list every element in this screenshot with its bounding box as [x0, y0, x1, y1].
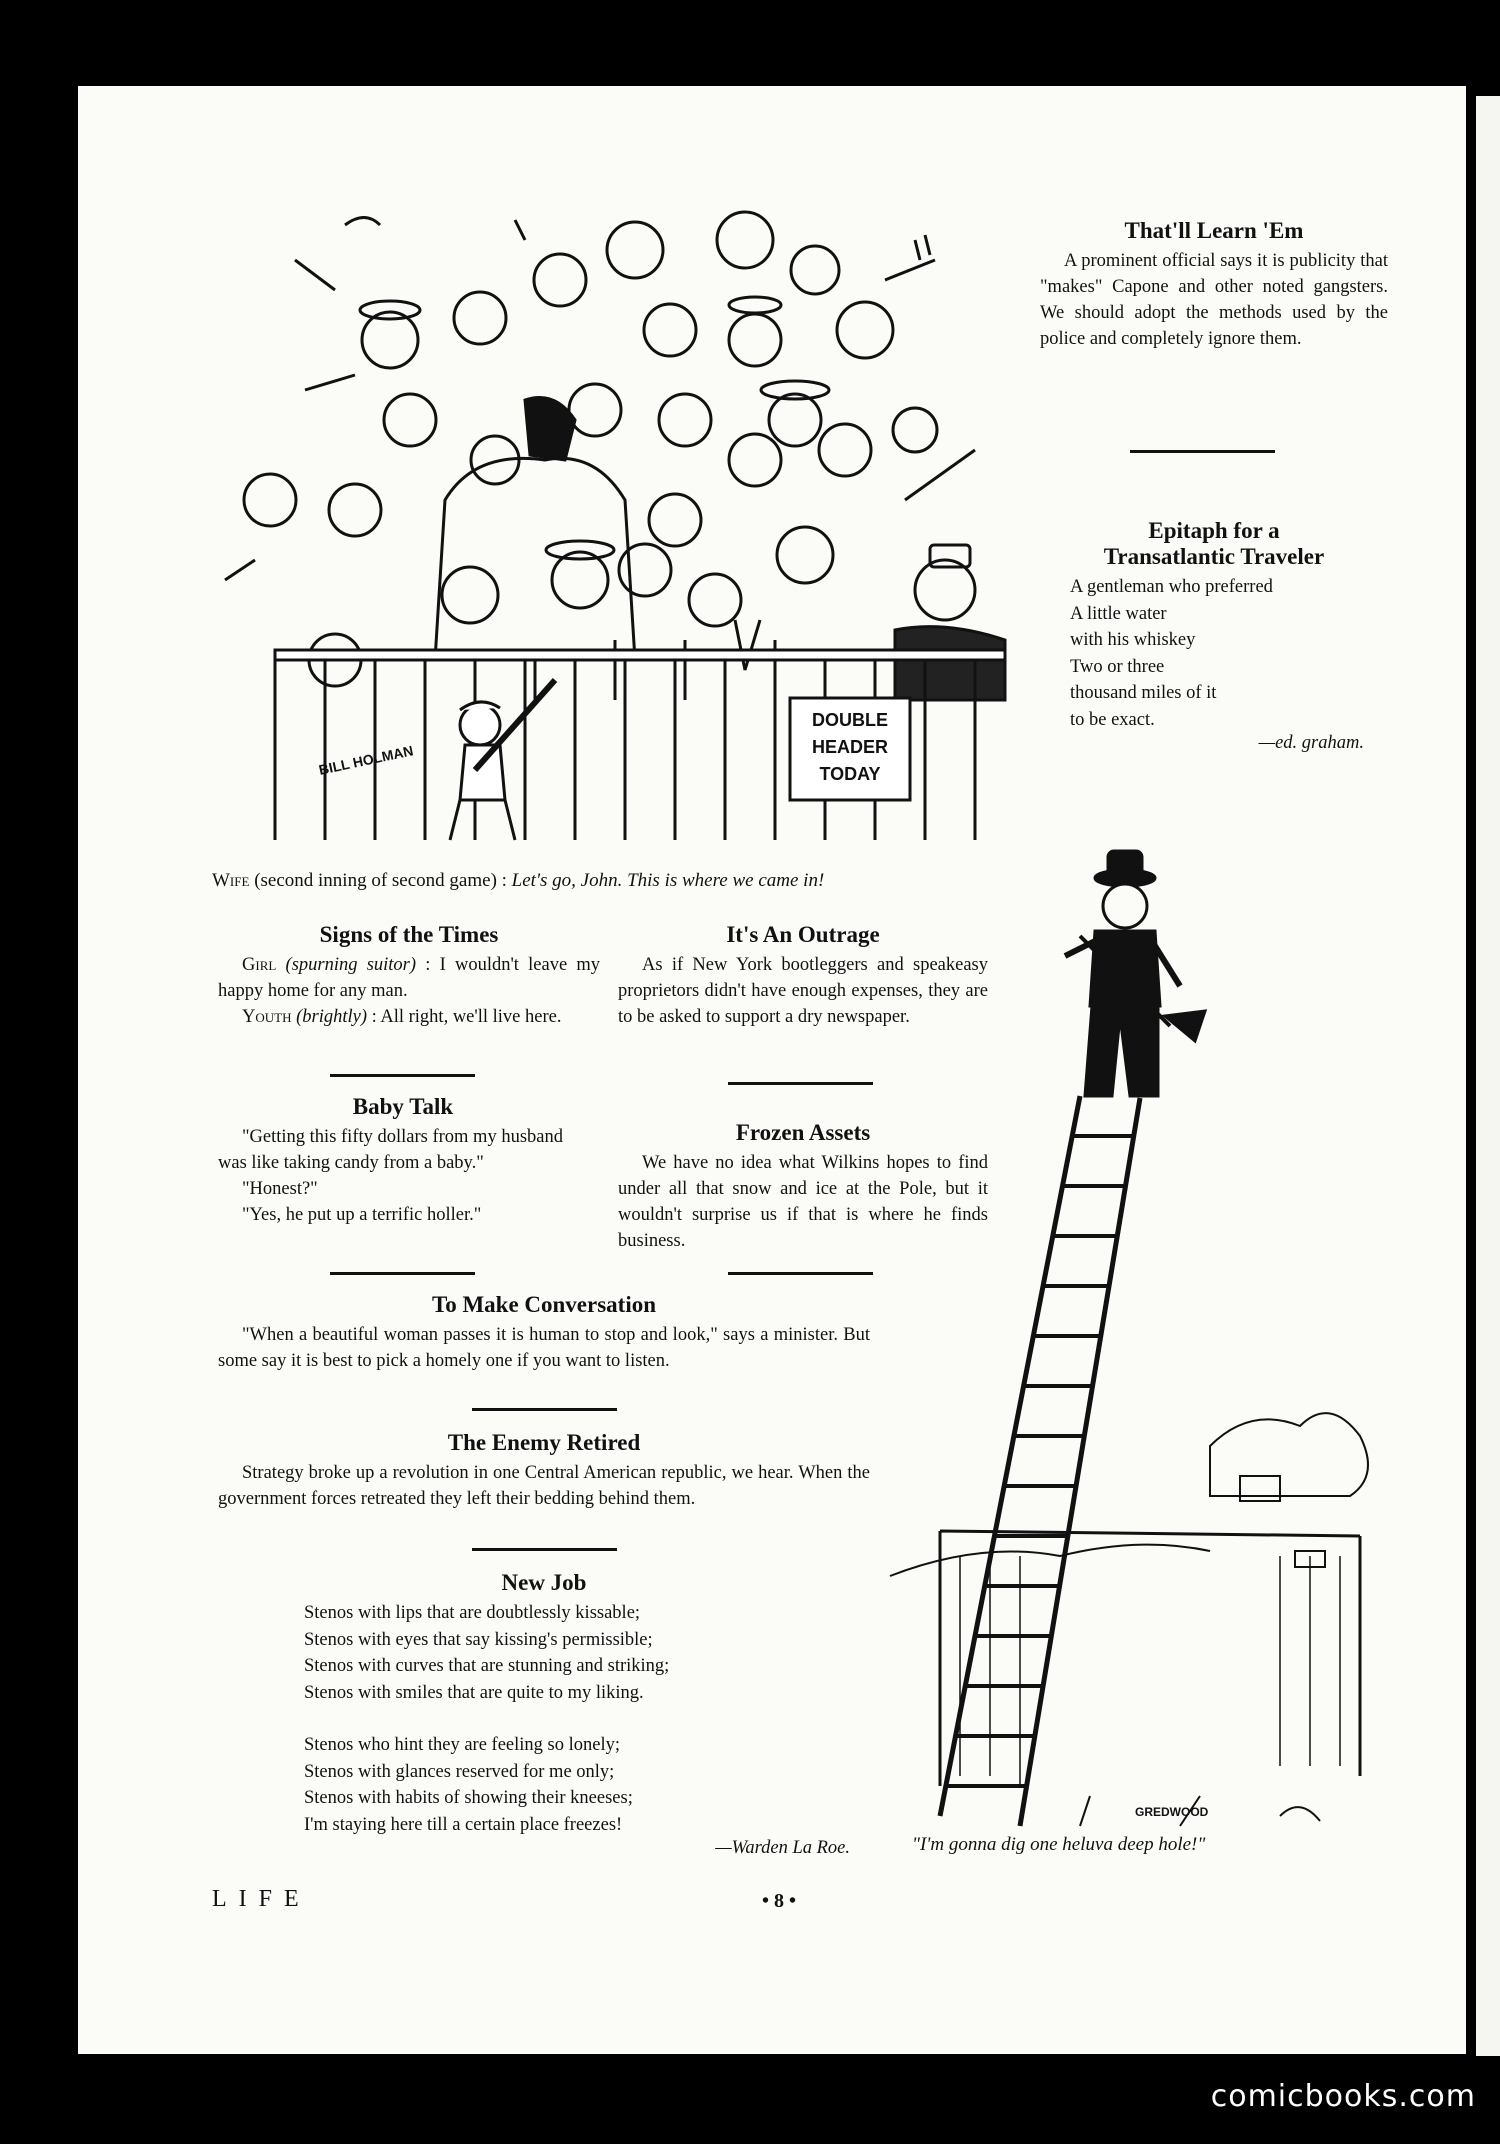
poem-line: Two or three — [1070, 656, 1165, 677]
article-body: A prominent official says it is publicity that "makes" Capone and other noted gangsters. We should adopt the methods used by the police and completely ignore them. — [1040, 251, 1388, 349]
epitaph-lines — [1040, 574, 1388, 733]
article-title: New Job — [501, 1570, 587, 1595]
poem-line: A little water — [1070, 603, 1167, 624]
article-body: We have no idea what Wilkins hopes to find under all that snow and ice at the Pole, but it wouldn't surprise us if that is where he finds business. — [618, 1153, 988, 1251]
article-author: —ed. graham. — [1258, 733, 1364, 753]
article-title: The Enemy Retired — [447, 1430, 641, 1455]
magazine-name: LIFE — [212, 1886, 311, 1912]
page-number: • 8 • — [762, 1890, 797, 1912]
article-title: Baby Talk — [352, 1094, 454, 1119]
article-enemy-retired — [218, 1430, 870, 1512]
section-divider — [472, 1408, 617, 1411]
speech: : All right, we'll live here. — [371, 1007, 562, 1027]
section-divider — [330, 1074, 475, 1077]
stage-direction: (spurning suitor) — [285, 955, 417, 975]
poem-line: Stenos who hint they are feeling so lonely; — [304, 1735, 620, 1755]
article-baby-talk — [218, 1094, 588, 1228]
dialogue-line: "Yes, he put up a terrific holler." — [242, 1205, 482, 1225]
article-new-job — [218, 1570, 870, 1859]
dialogue-line: "Honest?" — [242, 1179, 318, 1199]
sign-line-3: TODAY — [819, 764, 881, 784]
poem-line: thousand miles of it — [1070, 683, 1217, 703]
cartoon-signature: GREDWOOD — [1135, 1805, 1209, 1819]
poem-line: A gentleman who preferred — [1070, 577, 1273, 597]
ladder-cartoon-caption: "I'm gonna dig one heluva deep hole!" — [912, 1834, 1206, 1855]
poem-line: I'm staying here till a certain place freezes! — [304, 1814, 623, 1835]
speaker: Girl — [242, 955, 277, 975]
article-title-line2: Transatlantic Traveler — [1103, 544, 1325, 569]
poem-stanza-2 — [218, 1732, 870, 1838]
caption-note: (second inning of second game) : — [254, 870, 507, 891]
article-title: Signs of the Times — [319, 922, 499, 947]
poem-line: Stenos with curves that are stunning and striking; — [304, 1656, 670, 1676]
article-thatll-learn-em — [1040, 218, 1388, 352]
section-divider — [330, 1272, 475, 1275]
article-signs-of-times — [218, 922, 600, 1030]
article-conversation — [218, 1292, 870, 1374]
article-title: It's An Outrage — [726, 922, 880, 947]
article-title: That'll Learn 'Em — [1124, 218, 1304, 243]
baseball-crowd-cartoon — [215, 200, 1010, 860]
ladder-digger-cartoon — [880, 836, 1385, 1846]
poem-line: Stenos with lips that are doubtlessly kissable; — [304, 1603, 641, 1623]
section-divider — [472, 1548, 617, 1551]
article-title: Frozen Assets — [735, 1120, 871, 1145]
poem-line: Stenos with habits of showing their kneeses; — [304, 1788, 633, 1808]
poem-line: with his whiskey — [1070, 630, 1196, 650]
adjacent-page-edge — [1476, 96, 1500, 2056]
poem-line: Stenos with eyes that say kissing's permissible; — [304, 1629, 653, 1650]
section-divider — [728, 1082, 873, 1085]
article-title: To Make Conversation — [431, 1292, 657, 1317]
caption-speaker: Wife — [212, 870, 250, 891]
speech: : I wouldn't leave my happy home for any man. — [218, 955, 601, 1001]
article-title-line1: Epitaph for a — [1148, 518, 1280, 543]
sign-line-1: DOUBLE — [812, 710, 888, 730]
article-author: —Warden La Roe. — [715, 1838, 850, 1858]
article-epitaph — [1040, 518, 1388, 754]
section-divider — [728, 1272, 873, 1275]
dialogue-line: "Getting this fifty dollars from my husband was like taking candy from a baby." — [218, 1127, 563, 1173]
poem-line: Stenos with smiles that are quite to my liking. — [304, 1682, 644, 1703]
article-body: Strategy broke up a revolution in one Central American republic, we hear. When the government forces retreated they left their bedding behind them. — [218, 1463, 870, 1509]
article-body: "When a beautiful woman passes it is human to stop and look," says a minister. But some say it is best to pick a homely one if you want to listen. — [218, 1325, 870, 1371]
section-divider — [1130, 450, 1275, 453]
speaker: Youth — [242, 1007, 292, 1027]
caption-quote: Let's go, John. This is where we came in! — [511, 870, 825, 891]
poem-line: to be exact. — [1070, 709, 1155, 730]
sign-line-2: HEADER — [811, 737, 889, 757]
stage-direction: (brightly) — [296, 1007, 367, 1027]
poem-stanza-1 — [218, 1600, 870, 1706]
cartoon-signature: BILL HOLMAN — [317, 742, 415, 778]
article-body: As if New York bootleggers and speakeasy proprietors didn't have enough expenses, they are to be asked to support a dry newspaper. — [618, 955, 988, 1027]
watermark-brand: comicbooks.com — [1210, 2079, 1476, 2114]
dialogue-line — [218, 952, 600, 1004]
poem-line: Stenos with glances reserved for me only; — [304, 1761, 615, 1782]
dialogue-line — [218, 1004, 600, 1030]
